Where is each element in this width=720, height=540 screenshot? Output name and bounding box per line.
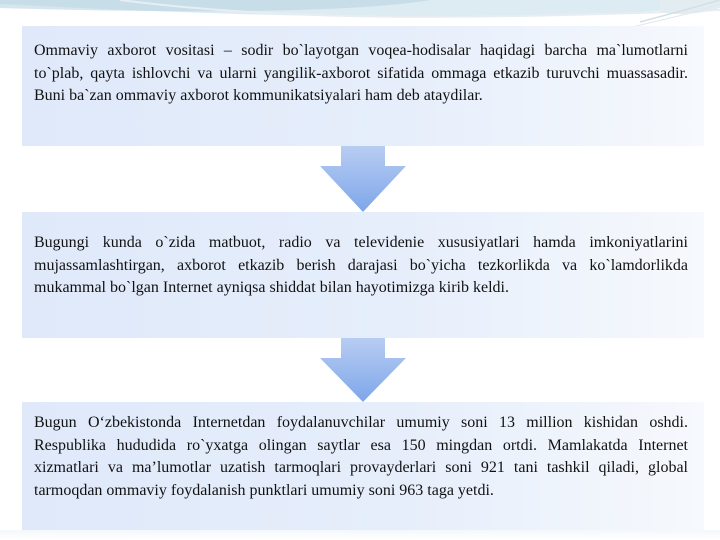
- flow-box-text: Bugun O‘zbekistonda Internetdan foydalanuvchilar umumiy soni 13 million kishidan oshdi. Respublika hududida ro`yxatga olingan saytlar esa 150 mingdan ortdi. Mamlakatda Internet xizmatlari va ma’lumotlar uzatish tarmoqlari provayderlari soni 921 tani tashkil qiladi, global tarmoqdan ommaviy foydalanish punktlari umumiy soni 963 taga yetdi.: [34, 414, 688, 499]
- down-arrow-icon: [318, 338, 408, 404]
- flow-box-definition: [22, 26, 704, 146]
- footer-decoration: [0, 530, 720, 540]
- flow-box-text: Ommaviy axborot vositasi – sodir bo`layotgan voqea-hodisalar haqidagi barcha ma`lumotlarni to`plab, qayta ishlovchi va ularni yangilik-axborot sifatida ommaga etkazib turuvchi muassasadir. Buni ba`zan ommaviy axborot kommunikatsiyalari ham deb ataydilar.: [34, 42, 688, 104]
- down-arrow-icon: [318, 146, 408, 214]
- flow-box-text: Bugungi kunda o`zida matbuot, radio va televidenie xususiyatlari hamda imkoniyatlarini mujassamlashtirgan, axborot etkazib berish darajasi bo`yicha tezkorlikda va ko`lamdorlikda mukammal bo`lgan Internet ayniqsa shiddat bilan hayotimizga kirib keldi.: [34, 234, 688, 296]
- flow-box-internet: [22, 212, 704, 338]
- flow-box-statistics: [22, 402, 704, 530]
